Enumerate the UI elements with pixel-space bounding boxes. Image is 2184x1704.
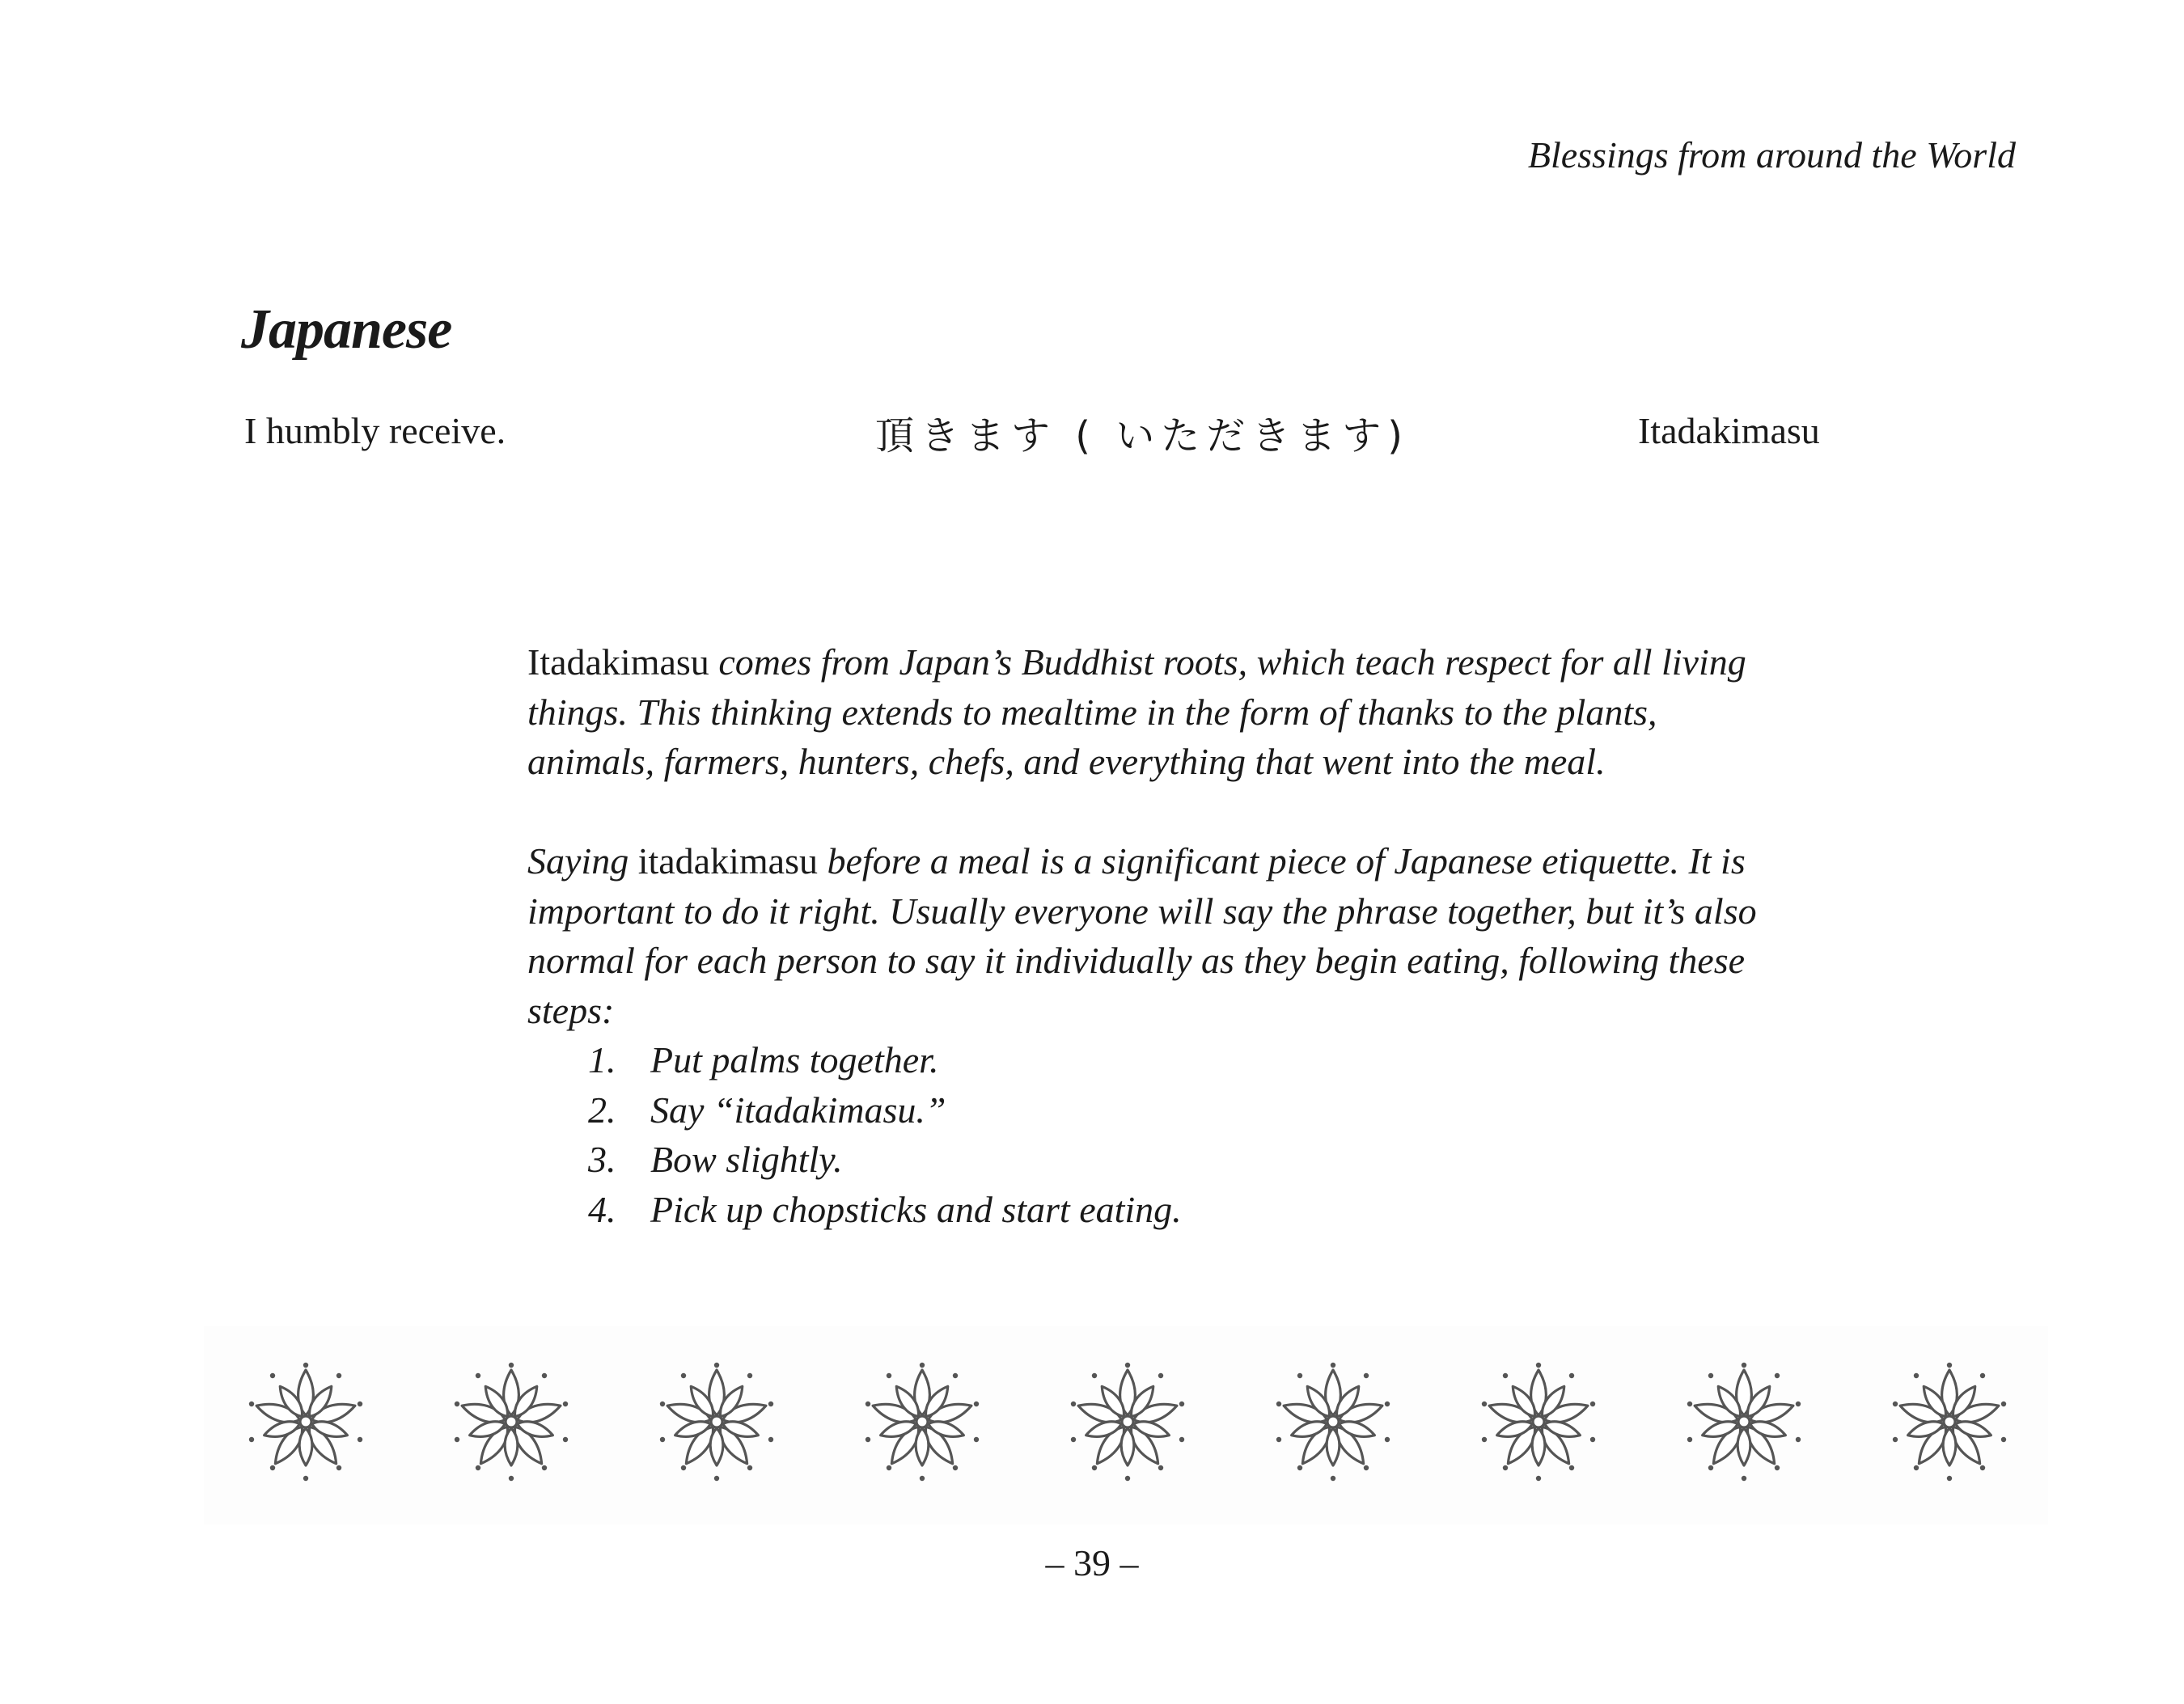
step-text: Say “itadakimasu.”	[650, 1089, 946, 1131]
lotus-flower-icon	[1478, 1361, 1599, 1482]
lotus-flower-icon	[1272, 1361, 1394, 1482]
blessing-english-translation: I humbly receive.	[244, 410, 506, 451]
blessing-romanization: Itadakimasu	[1638, 410, 1820, 451]
paragraph-etiquette	[527, 836, 1765, 1035]
lotus-flower-icon	[451, 1361, 572, 1482]
lotus-flower-icon	[1889, 1361, 2010, 1482]
paragraph-origin	[527, 637, 1765, 787]
running-header: Blessings from around the World	[1527, 134, 2016, 175]
list-item	[527, 1135, 1765, 1185]
step-text: Pick up chopsticks and start eating.	[650, 1188, 1182, 1230]
step-number: 1.	[588, 1039, 616, 1080]
paragraph-etiquette-text: before a meal is a significant piece of Japanese etiquette. It is important to do it right. Usually everyone will say the phrase together, but it’s also normal for each person to say it individually as they begin eating, following these steps:	[527, 840, 1757, 1031]
step-number: 2.	[588, 1089, 616, 1131]
step-text: Put palms together.	[650, 1039, 939, 1080]
term-itadakimasu: Itadakimasu	[527, 641, 709, 683]
step-number: 4.	[588, 1188, 616, 1230]
blessing-row	[0, 409, 2184, 466]
list-item	[527, 1085, 1765, 1135]
page-number: – 39 –	[1045, 1542, 1139, 1583]
step-text: Bow slightly.	[650, 1139, 843, 1180]
lotus-flower-icon	[1067, 1361, 1188, 1482]
body-text	[527, 637, 1765, 1234]
lotus-flower-icon	[656, 1361, 777, 1482]
step-number: 3.	[588, 1139, 616, 1180]
list-item	[527, 1035, 1765, 1085]
lotus-flower-icon	[861, 1361, 983, 1482]
paragraph-etiquette-lead: Saying	[527, 840, 638, 882]
list-item	[527, 1185, 1765, 1235]
paragraph-origin-text: comes from Japan’s Buddhist roots, which teach respect for all living things. This thinking extends to mealtime in the form of thanks to the plants, animals, farmers, hunters, chefs, and everything that went into the meal.	[527, 641, 1746, 782]
section-title: Japanese	[241, 298, 452, 361]
lotus-flower-icon	[1683, 1361, 1805, 1482]
steps-list	[527, 1035, 1765, 1234]
blessing-native-script: 頂きます ( いただきます)	[875, 413, 1409, 459]
term-itadakimasu: itadakimasu	[637, 840, 818, 882]
lotus-flower-icon	[245, 1361, 366, 1482]
